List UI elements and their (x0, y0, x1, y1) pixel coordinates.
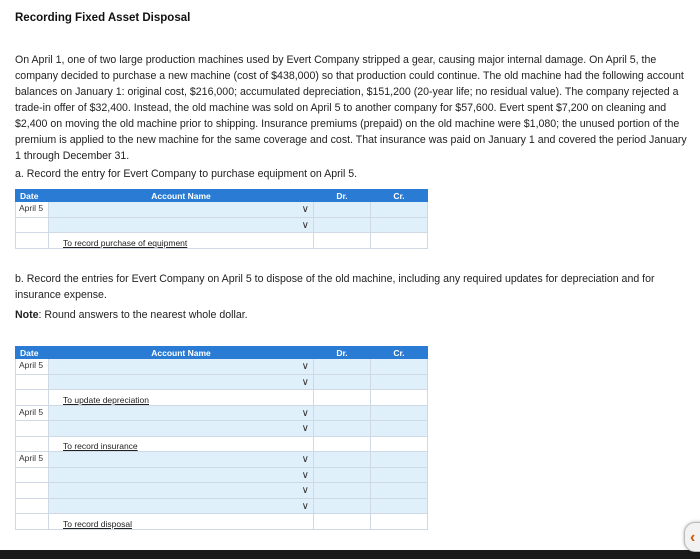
account-select[interactable] (49, 217, 314, 233)
bottom-bar (0, 550, 700, 559)
table-row (16, 202, 428, 218)
debit-input[interactable] (314, 217, 371, 233)
credit-input[interactable] (371, 374, 428, 390)
chevron-down-icon: ∨ (301, 204, 309, 215)
row-date: April 5 (16, 405, 49, 421)
credit-input[interactable] (371, 217, 428, 233)
chevron-down-icon: ∨ (301, 469, 309, 481)
journal-table-a (15, 189, 428, 249)
account-select[interactable] (49, 483, 314, 499)
table-row (16, 421, 428, 437)
header-credit: Cr. (371, 190, 428, 202)
journal-table-b (15, 346, 428, 530)
note-text: : Round answers to the nearest whole dollar. (38, 309, 248, 321)
header-debit: Dr. (314, 347, 371, 359)
credit-input[interactable] (371, 498, 428, 514)
table-row (16, 405, 428, 421)
chevron-down-icon: ∨ (301, 407, 309, 419)
table-row (16, 359, 428, 375)
table-row (16, 467, 428, 483)
account-select[interactable] (49, 374, 314, 390)
note-label: Note (15, 309, 39, 321)
header-credit: Cr. (371, 347, 428, 359)
account-select[interactable] (49, 359, 314, 375)
table-row (16, 483, 428, 499)
memo-text: To record disposal (49, 514, 314, 530)
table-header (16, 190, 428, 202)
header-date: Date (16, 347, 49, 359)
memo-text: To update depreciation (49, 390, 314, 406)
memo-row (16, 514, 428, 530)
header-account-name: Account Name (49, 190, 314, 202)
account-select[interactable] (49, 452, 314, 468)
row-date: April 5 (16, 452, 49, 468)
row-date: April 5 (16, 359, 49, 375)
header-debit: Dr. (314, 190, 371, 202)
note (15, 309, 248, 321)
debit-input[interactable] (314, 467, 371, 483)
account-select[interactable] (49, 421, 314, 437)
account-select[interactable] (49, 405, 314, 421)
debit-input[interactable] (314, 374, 371, 390)
header-account-name: Account Name (49, 347, 314, 359)
chevron-down-icon: ∨ (301, 361, 309, 372)
chevron-right-icon: ‹ (690, 529, 696, 546)
memo-row (16, 233, 428, 249)
question-b: b. Record the entries for Evert Company on April 5 to dispose of the old machine, including any required updates for depreciation and for insurance expense. (15, 273, 655, 301)
memo-row (16, 390, 428, 406)
question-a: a. Record the entry for Evert Company to purchase equipment on April 5. (15, 168, 358, 180)
table-row (16, 498, 428, 514)
table-row (16, 452, 428, 468)
chevron-down-icon: ∨ (301, 500, 309, 512)
debit-input[interactable] (314, 452, 371, 468)
problem-description: On April 1, one of two large production machines used by Evert Company stripped a gear, causing major internal damage. On April 5, the company decided to purchase a new machine (cost of $438,000) so that production could continue. The old machine had the following account balances on January 1: original cost, $216,000; accumulated depreciation, $151,200 (20-year life; no residual value). The company rejected a trade-in offer of $32,400. Instead, the old machine was sold on April 5 to another company for $57,600. Evert spent $7,200 on cleaning and $2,400 on moving the old machine prior to shipping. Insurance premiums (prepaid) on the old machine were $1,080; the unused portion of the premium is applied to the new machine for the same coverage and cost. That insurance was paid on January 1 and covered the period January 1 through December 31. (15, 54, 687, 162)
memo-text: To record purchase of equipment (49, 233, 314, 249)
credit-input[interactable] (371, 202, 428, 218)
credit-input[interactable] (371, 421, 428, 437)
debit-input[interactable] (314, 405, 371, 421)
memo-text: To record insurance (49, 436, 314, 452)
credit-input[interactable] (371, 405, 428, 421)
chevron-down-icon: ∨ (301, 376, 309, 388)
debit-input[interactable] (314, 498, 371, 514)
credit-input[interactable] (371, 359, 428, 375)
debit-input[interactable] (314, 359, 371, 375)
credit-input[interactable] (371, 483, 428, 499)
next-button[interactable] (684, 522, 700, 552)
debit-input[interactable] (314, 202, 371, 218)
row-date: April 5 (16, 202, 49, 218)
credit-input[interactable] (371, 452, 428, 468)
header-date: Date (16, 190, 49, 202)
debit-input[interactable] (314, 483, 371, 499)
chevron-down-icon: ∨ (301, 219, 309, 231)
page-title: Recording Fixed Asset Disposal (15, 12, 191, 24)
account-select[interactable] (49, 498, 314, 514)
credit-input[interactable] (371, 467, 428, 483)
table-row (16, 374, 428, 390)
debit-input[interactable] (314, 421, 371, 437)
table-header (16, 347, 428, 359)
table-row (16, 217, 428, 233)
account-select[interactable] (49, 202, 314, 218)
chevron-down-icon: ∨ (301, 485, 309, 496)
chevron-down-icon: ∨ (301, 423, 309, 434)
memo-row (16, 436, 428, 452)
chevron-down-icon: ∨ (301, 454, 309, 465)
account-select[interactable] (49, 467, 314, 483)
